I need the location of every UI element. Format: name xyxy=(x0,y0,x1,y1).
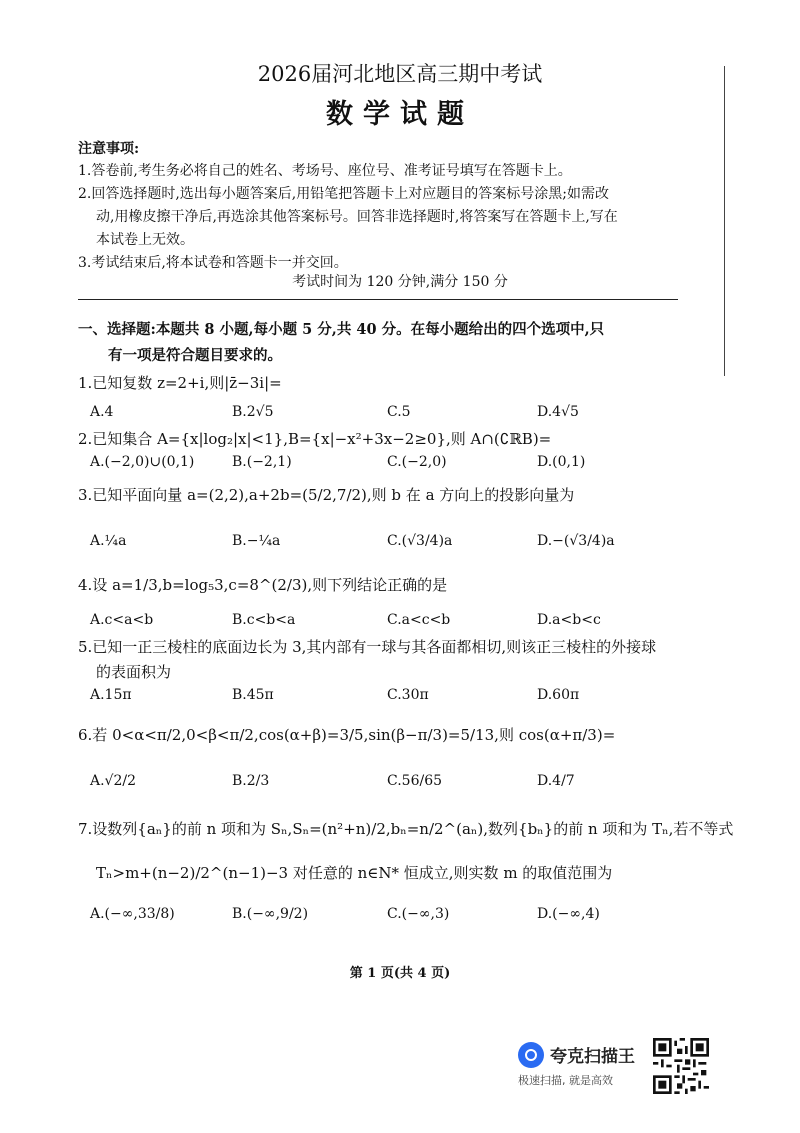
q5-option-d: D.60π xyxy=(537,687,580,703)
q3-option-c: C.(√3/4)a xyxy=(387,533,453,549)
question-4-stem: 4.设 a=1/3,b=log₅3,c=8^(2/3),则下列结论正确的是 xyxy=(78,576,448,594)
q6-option-d: D.4/7 xyxy=(537,773,575,789)
scanner-watermark xyxy=(518,1042,638,1094)
q7-option-a: A.(−∞,33/8) xyxy=(90,906,175,922)
q2-option-a: A.(−2,0)∪(0,1) xyxy=(90,454,195,470)
exam-time-info: 考试时间为 120 分钟,满分 150 分 xyxy=(292,274,508,290)
exam-title: 2026届河北地区高三期中考试 xyxy=(257,62,543,86)
q4-option-b: B.c<b<a xyxy=(232,612,296,628)
q4-option-a: A.c<a<b xyxy=(90,612,154,628)
q3-option-d: D.−(√3/4)a xyxy=(537,533,615,549)
subject-title: 数学试题 xyxy=(326,99,474,130)
q2-option-b: B.(−2,1) xyxy=(232,454,292,470)
q2-option-d: D.(0,1) xyxy=(537,454,586,470)
q1-option-c: C.5 xyxy=(387,404,411,420)
page-number: 第 1 页(共 4 页) xyxy=(349,966,451,981)
question-1-stem: 1.已知复数 z=2+i,则|z̄−3i|= xyxy=(78,374,282,392)
question-5-stem-cont: 的表面积为 xyxy=(96,663,172,681)
scanner-slogan: 极速扫描, 就是高效 xyxy=(518,1074,613,1087)
notice-line: 动,用橡皮擦干净后,再选涂其他答案标号。回答非选择题时,将答案写在答题卡上,写在 xyxy=(96,209,618,225)
q7-option-c: C.(−∞,3) xyxy=(387,906,450,922)
qr-code-icon xyxy=(653,1038,709,1094)
section-heading: 一、选择题:本题共 8 小题,每小题 5 分,共 40 分。在每小题给出的四个选项中,只 xyxy=(78,321,605,338)
q6-option-a: A.√2/2 xyxy=(90,773,137,789)
q5-option-b: B.45π xyxy=(232,687,274,703)
q7-option-d: D.(−∞,4) xyxy=(537,906,600,922)
question-2-stem: 2.已知集合 A={x|log₂|x|<1},B={x|−x²+3x−2≥0},则 A∩(∁ℝB)= xyxy=(78,430,552,448)
divider xyxy=(78,299,678,300)
q1-option-a: A.4 xyxy=(90,404,114,420)
q4-option-c: C.a<c<b xyxy=(387,612,451,628)
q6-option-b: B.2/3 xyxy=(232,773,270,789)
q3-option-a: A.¼a xyxy=(90,533,127,549)
notice-line: 1.答卷前,考生务必将自己的姓名、考场号、座位号、准考证号填写在答题卡上。 xyxy=(78,163,572,179)
question-7-stem: 7.设数列{aₙ}的前 n 项和为 Sₙ,Sₙ=(n²+n)/2,bₙ=n/2^(aₙ),数列{bₙ}的前 n 项和为 Tₙ,若不等式 xyxy=(78,820,734,838)
q2-option-c: C.(−2,0) xyxy=(387,454,447,470)
question-6-stem: 6.若 0<α<π/2,0<β<π/2,cos(α+β)=3/5,sin(β−π/3)=5/13,则 cos(α+π/3)= xyxy=(78,726,616,744)
question-7-stem-cont: Tₙ>m+(n−2)/2^(n−1)−3 对任意的 n∈N* 恒成立,则实数 m 的取值范围为 xyxy=(96,864,613,882)
q4-option-d: D.a<b<c xyxy=(537,612,601,628)
scanner-app-name: 夸克扫描王 xyxy=(550,1047,635,1067)
q5-option-a: A.15π xyxy=(90,687,132,703)
question-5-stem: 5.已知一正三棱柱的底面边长为 3,其内部有一球与其各面都相切,则该正三棱柱的外接球 xyxy=(78,638,657,656)
q1-option-d: D.4√5 xyxy=(537,404,579,420)
section-heading-cont: 有一项是符合题目要求的。 xyxy=(108,347,282,364)
quark-logo-icon xyxy=(518,1042,544,1068)
q5-option-c: C.30π xyxy=(387,687,429,703)
q7-option-b: B.(−∞,9/2) xyxy=(232,906,309,922)
question-3-stem: 3.已知平面向量 a=(2,2),a+2b=(5/2,7/2),则 b 在 a 方向上的投影向量为 xyxy=(78,486,575,504)
notice-line: 2.回答选择题时,选出每小题答案后,用铅笔把答题卡上对应题目的答案标号涂黑;如需改 xyxy=(78,186,609,202)
notice-heading: 注意事项: xyxy=(78,141,140,157)
q3-option-b: B.−¼a xyxy=(232,533,281,549)
notice-line: 本试卷上无效。 xyxy=(96,232,194,248)
notice-line: 3.考试结束后,将本试卷和答题卡一并交回。 xyxy=(78,255,348,271)
q1-option-b: B.2√5 xyxy=(232,404,274,420)
q6-option-c: C.56/65 xyxy=(387,773,443,789)
